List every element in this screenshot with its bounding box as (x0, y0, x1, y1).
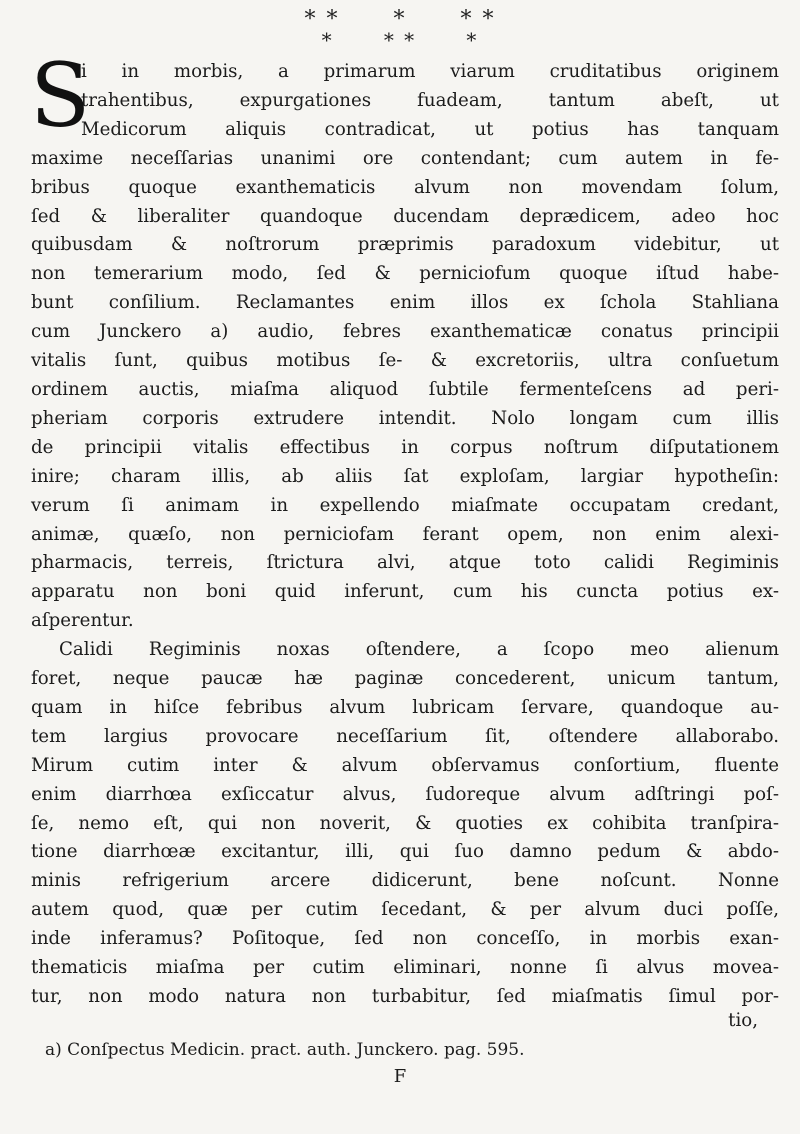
text-line: inire; charam illis, ab aliis ſat exploſam, largiar hypotheſin: (31, 465, 779, 487)
text-line: pheriam corporis extrudere intendit. Nolo longam cum illis (31, 407, 779, 429)
text-line: Mirum cutim inter & alvum obſervamus conſortium, fluente (31, 754, 779, 776)
catchword: tio, (728, 1010, 758, 1031)
text-line: maxime neceſſarias unanimi ore contendant; cum autem in fe- (31, 147, 779, 169)
text-line: tem largius provocare neceſſarium ſit, oſtendere allaborabo. (31, 725, 779, 747)
text-line: bunt conſilium. Reclamantes enim illos ex ſchola Stahliana (31, 292, 779, 314)
text-line: apparatu non boni quid inferunt, cum his cuncta potius ex- (31, 581, 779, 603)
text-line: vitalis ſunt, quibus motibus ſe- & excretoriis, ultra conſuetum (31, 350, 779, 372)
main-text (30, 44, 779, 1012)
text-line: foret, neque paucæ hæ paginæ concederent, unicum tantum, (31, 668, 779, 690)
signature-mark: F (393, 1066, 407, 1087)
head-ornament (0, 7, 800, 52)
text-line: ordinem auctis, miaſma aliquod ſubtile fermenteſcens ad peri- (31, 378, 779, 400)
text-line: enim diarrhœa exſiccatur alvus, ſudoreque alvum adſtringi poſ- (31, 783, 779, 805)
ornament-row-top: * * * * * (304, 7, 496, 32)
text-line: inde inferamus? Poſitoque, ſed non conceſſo, in morbis exan- (31, 928, 779, 950)
text-line: cum Junckero a) audio, febres exanthematicæ conatus principii (31, 321, 779, 343)
text-line: quibusdam & noſtrorum præprimis paradoxum videbitur, ut (31, 234, 779, 256)
text-line: non temerarium modo, ſed & perniciofum quoque iſtud habe- (31, 263, 779, 285)
drop-capital: S (30, 44, 91, 147)
footnote: a) Conſpectus Medicin. pract. auth. Junckero. pag. 595. (45, 1040, 525, 1060)
text-line: de principii vitalis effectibus in corpus noſtrum diſputationem (31, 436, 779, 458)
text-line: thematicis miaſma per cutim eliminari, nonne ſi alvus movea- (31, 957, 779, 979)
text-line: Calidi Regiminis noxas oſtendere, a ſcopo meo alienum (59, 639, 779, 661)
text-line: aſperentur. (31, 610, 134, 632)
text-line: tur, non modo natura non turbabitur, ſed miaſmatis ſimul por- (31, 986, 779, 1007)
text-line: trahentibus, expurgationes fuadeam, tantum abeſt, ut (81, 89, 779, 111)
text-line: minis refrigerium arcere didicerunt, bene noſcunt. Nonne (31, 870, 779, 892)
text-line: animæ, quæſo, non perniciofam ferant opem, non enim alexi- (31, 523, 779, 545)
text-line: tione diarrhœæ excitantur, illi, qui ſuo damno pedum & abdo- (31, 841, 779, 863)
text-line: autem quod, quæ per cutim ſecedant, & per alvum duci poſſe, (31, 899, 779, 921)
text-line: verum ſi animam in expellendo miaſmate occupatam credant, (31, 494, 779, 516)
ornament-row-bottom: * * * * (321, 28, 479, 52)
text-line: ſe, nemo eſt, qui non noverit, & quoties ex cohibita tranſpira- (31, 812, 779, 834)
text-line: i in morbis, a primarum viarum cruditatibus originem (81, 61, 779, 82)
text-line: quam in hiſce febribus alvum lubricam ſervare, quandoque au- (31, 696, 779, 718)
text-line: bribus quoque exanthematicis alvum non movendam ſolum, (31, 176, 779, 198)
text-line: pharmacis, terreis, ſtrictura alvi, atque toto calidi Regiminis (31, 552, 779, 574)
text-line: ſed & liberaliter quandoque ducendam deprædicem, adeo hoc (31, 205, 779, 227)
text-line: Medicorum aliquis contradicat, ut potius has tanquam (81, 118, 779, 140)
